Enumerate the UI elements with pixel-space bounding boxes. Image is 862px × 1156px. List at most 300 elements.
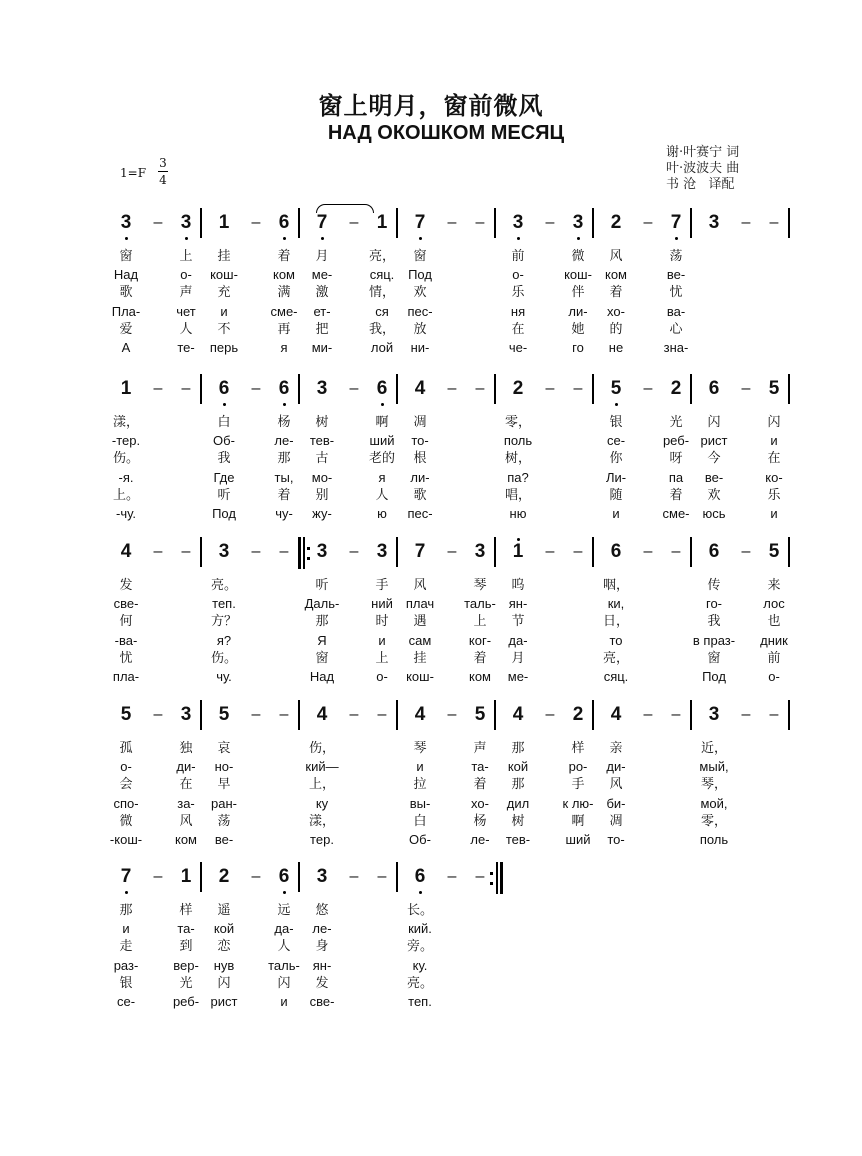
note: 1 [218, 212, 230, 233]
lyric-cn: 那 [511, 741, 525, 756]
note: 6 [610, 541, 622, 562]
lyric-cn: 乐 [511, 285, 525, 301]
lyric-cn: 忧 [119, 650, 133, 666]
lyric-cn: 那 [511, 777, 525, 793]
hold-dash: – [741, 706, 751, 723]
lyric-ru: теп. [212, 596, 236, 612]
lyric-cn: 着 [277, 487, 291, 503]
repeat-dot [307, 547, 310, 550]
lyric-cn: 走 [119, 939, 133, 955]
lyric-cn: 窗 [707, 650, 721, 666]
lyric-ru: кой [213, 921, 235, 937]
bar-line [788, 208, 790, 238]
lyric-cn: 在 [767, 451, 781, 467]
lyric-ru: та- [177, 921, 195, 937]
lyric-cn: 放 [413, 321, 427, 337]
lyric-cn: 亮， [368, 249, 395, 264]
lyric-ru: хо- [607, 303, 625, 319]
note: 1 [180, 866, 192, 887]
lyric-ru: Под [702, 669, 726, 684]
hold-dash: – [671, 706, 681, 723]
lyric-cn: 我 [217, 451, 231, 467]
hold-dash: – [741, 214, 751, 231]
hold-dash: – [251, 868, 261, 885]
lyric-cn: 不 [217, 321, 231, 337]
lyric-ru: -чу. [116, 506, 136, 521]
lyric-cn: 窗 [119, 249, 133, 264]
lyric-cn: 光 [669, 415, 683, 430]
lyric-ru: Над [309, 669, 335, 684]
hold-dash: – [153, 214, 163, 231]
lyric-ru: ди- [606, 759, 626, 775]
note: 3 [316, 378, 328, 399]
lyric-cn: 窗 [413, 249, 427, 264]
hold-dash: – [349, 380, 359, 397]
bar-line [592, 537, 594, 567]
bar-line [592, 700, 594, 730]
lyric-cn: 白 [217, 415, 231, 430]
lyric-cn: 在 [179, 777, 193, 793]
lyric-cn: 古 [315, 451, 329, 467]
lyric-cn: 我， [368, 321, 395, 337]
note: 3 [708, 212, 720, 233]
note: 4 [120, 541, 132, 562]
lyric-cn: 样 [571, 741, 585, 756]
lyric-cn: 着 [473, 777, 487, 793]
lyric-cn: 恋 [217, 939, 231, 955]
lyric-ru: но- [214, 759, 234, 775]
lower-octave-dot [283, 891, 286, 894]
lyric-cn: 凋 [609, 813, 623, 829]
repeat-start-thin-bar [303, 537, 305, 569]
lyric-ru: кош- [210, 267, 238, 283]
note: 7 [414, 541, 426, 562]
hold-dash: – [377, 868, 387, 885]
bar-line [396, 374, 398, 404]
lyric-cn: 树 [315, 415, 329, 430]
lyric-cn: 琴 [473, 578, 487, 593]
note: 5 [768, 541, 780, 562]
lyric-ru: дил [506, 795, 530, 811]
lyric-cn: 闪 [707, 415, 721, 430]
note: 7 [414, 212, 426, 233]
note: 4 [414, 704, 426, 725]
lyric-cn: 她 [571, 321, 585, 337]
lyric-cn: 来 [767, 578, 781, 593]
bar-line [298, 700, 300, 730]
lower-octave-dot [125, 891, 128, 894]
lyric-ru: па [668, 469, 684, 485]
lyric-cn: 上 [375, 650, 389, 666]
lyric-cn: 心 [669, 321, 683, 337]
lyric-cn: 时 [375, 614, 389, 630]
bar-line [200, 208, 202, 238]
lyric-ru: ком [468, 669, 491, 684]
lyric-cn: 身 [315, 939, 329, 955]
lyric-ru: о- [512, 267, 524, 283]
lyric-cn: 月 [315, 249, 329, 264]
lyric-ru: о- [768, 669, 780, 684]
lyric-ru: к лю- [562, 795, 594, 811]
lyric-cn: 手 [571, 777, 585, 793]
bar-line [396, 208, 398, 238]
upper-octave-dot [517, 538, 520, 541]
bar-line [200, 537, 202, 567]
lyric-ru: и [378, 632, 386, 648]
lyric-ru: ва- [666, 303, 686, 319]
repeat-dot [490, 872, 493, 875]
lyric-ru: Под [408, 267, 432, 283]
lyric-ru: тер. [310, 832, 334, 847]
lyric-ru: ли- [410, 469, 430, 485]
lyric-ru: све- [309, 994, 335, 1009]
bar-line [690, 537, 692, 567]
lyric-ru: рист [210, 994, 238, 1009]
bar-line [298, 208, 300, 238]
lyric-cn: 啊 [375, 415, 389, 430]
lyric-ru: кой [507, 759, 529, 775]
lyric-ru: ни- [410, 340, 430, 355]
note: 2 [218, 866, 230, 887]
lyric-cn: 发 [119, 578, 133, 593]
hold-dash: – [643, 706, 653, 723]
lyric-ru: чет [176, 303, 196, 319]
hold-dash: – [573, 380, 583, 397]
lyric-cn: 发 [315, 975, 329, 991]
lyric-cn: 光 [179, 975, 193, 991]
repeat-end-thin-bar [496, 862, 498, 894]
lyric-cn: 荡 [669, 249, 683, 264]
note: 6 [708, 541, 720, 562]
lower-octave-dot [675, 237, 678, 240]
lyric-ru: о- [180, 267, 192, 283]
lyric-ru: сам [408, 632, 432, 648]
time-sig-top: 3 [159, 156, 167, 170]
lyric-cn: 挂 [413, 650, 427, 666]
lyric-ru: поль [699, 832, 729, 847]
lyric-ru: ший [565, 832, 591, 847]
lyric-ru: поль [503, 433, 533, 449]
note: 5 [218, 704, 230, 725]
hold-dash: – [349, 214, 359, 231]
lyric-ru: кош- [564, 267, 592, 283]
lyric-ru: мо- [311, 469, 333, 485]
lyric-ru: в праз- [692, 632, 736, 648]
note: 6 [376, 378, 388, 399]
lyric-ru: вер- [173, 957, 199, 973]
lyric-ru: ки, [607, 596, 625, 612]
lyric-ru: ве- [666, 267, 686, 283]
lyric-cn: 今 [707, 451, 721, 467]
hold-dash: – [251, 543, 261, 560]
hold-dash: – [349, 543, 359, 560]
lyric-cn: 充 [217, 285, 231, 301]
note: 6 [414, 866, 426, 887]
note: 7 [670, 212, 682, 233]
lyric-cn: 近， [700, 741, 727, 756]
lyric-ru: ве- [704, 469, 724, 485]
lyric-ru: юсь [702, 506, 726, 521]
lyric-ru: го [572, 340, 584, 355]
lyric-cn: 歌 [413, 487, 427, 503]
lower-octave-dot [615, 403, 618, 406]
lyric-cn: 声 [179, 285, 193, 301]
lyric-cn: 咽， [602, 578, 629, 593]
lyric-cn: 孤 [119, 741, 133, 756]
credit-translator: 书 沧 译配 [666, 177, 735, 192]
repeat-end-thick-bar [500, 862, 503, 894]
lyric-ru: па? [507, 469, 529, 485]
repeat-dot [307, 557, 310, 560]
bar-line [200, 700, 202, 730]
lyric-cn: 呀 [669, 451, 683, 467]
lyric-cn: 我 [707, 614, 721, 630]
hold-dash: – [741, 543, 751, 560]
lyric-cn: 再 [277, 321, 291, 337]
lyric-ru: ле- [312, 921, 332, 937]
lyric-cn: 啊 [571, 813, 585, 829]
lower-octave-dot [517, 237, 520, 240]
lyric-ru: ког- [468, 632, 492, 648]
lyric-cn: 呜 [511, 578, 525, 593]
bar-line [592, 208, 594, 238]
lyric-ru: и [770, 433, 778, 449]
lyric-cn: 着 [609, 285, 623, 301]
lyric-ru: ми- [311, 340, 333, 355]
lyric-ru: -ва- [114, 632, 138, 648]
lyric-cn: 闪 [217, 975, 231, 991]
lyric-ru: ком [272, 267, 295, 283]
lower-octave-dot [381, 403, 384, 406]
note: 3 [316, 866, 328, 887]
lyric-ru: Об- [213, 433, 235, 449]
lyric-cn: 闪 [767, 415, 781, 430]
credits [666, 145, 739, 193]
lyric-ru: Над [113, 267, 139, 283]
bar-line [788, 537, 790, 567]
lyric-ru: -я. [118, 469, 134, 485]
note: 4 [512, 704, 524, 725]
note: 1 [512, 541, 524, 562]
lyric-ru: о- [120, 759, 132, 775]
lyric-ru: тев- [505, 832, 531, 847]
lyric-ru: Пла- [111, 303, 141, 319]
lyric-ru: ран- [211, 795, 237, 811]
bar-line [690, 208, 692, 238]
lyric-cn: 伴 [571, 285, 585, 301]
lyric-cn: 伤。 [210, 650, 237, 666]
lyric-cn: 欢 [707, 487, 721, 503]
note: 6 [278, 378, 290, 399]
lyric-cn: 在 [511, 321, 525, 337]
note: 6 [278, 212, 290, 233]
hold-dash: – [545, 706, 555, 723]
note: 2 [670, 378, 682, 399]
lyric-ru: реб- [662, 433, 690, 449]
lyric-cn: 人 [277, 939, 291, 955]
lower-octave-dot [321, 237, 324, 240]
lyric-cn: 月 [511, 650, 525, 666]
lyric-cn: 到 [179, 939, 193, 955]
lyric-cn: 风 [179, 813, 193, 829]
lyric-ru: вы- [409, 795, 431, 811]
note: 1 [120, 378, 132, 399]
hold-dash: – [643, 214, 653, 231]
note: 3 [376, 541, 388, 562]
lyric-cn: 别 [315, 487, 329, 503]
hold-dash: – [153, 706, 163, 723]
note: 7 [316, 212, 328, 233]
note: 4 [610, 704, 622, 725]
lyric-cn: 那 [119, 903, 133, 918]
lyric-ru: плач [405, 596, 435, 612]
lyric-ru: ле- [274, 433, 294, 449]
lyric-ru: и [122, 921, 130, 937]
lyric-ru: сяц. [369, 267, 395, 283]
lyric-cn: 那 [315, 614, 329, 630]
hold-dash: – [181, 543, 191, 560]
hold-dash: – [573, 543, 583, 560]
lyric-ru: и [770, 506, 778, 521]
note: 2 [610, 212, 622, 233]
lyric-cn: 手 [375, 578, 389, 593]
note: 5 [474, 704, 486, 725]
lyric-cn: 方？ [210, 614, 237, 630]
lyric-ru: таль- [464, 596, 496, 612]
bar-line [396, 700, 398, 730]
lyric-cn: 旁。 [406, 939, 433, 955]
lyric-ru: те- [177, 340, 195, 355]
lyric-cn: 样 [179, 903, 193, 918]
note: 3 [512, 212, 524, 233]
note: 3 [180, 704, 192, 725]
lyric-cn: 零， [504, 415, 531, 430]
bar-line [494, 700, 496, 730]
lyric-cn: 亲 [609, 741, 623, 756]
title-chinese: 窗上明月，窗前微风 [318, 91, 544, 120]
lyric-ru: то [609, 632, 623, 648]
lyric-cn: 伤。 [112, 451, 139, 467]
lyric-cn: 歌 [119, 285, 133, 301]
lyric-cn: 琴 [413, 741, 427, 756]
lyric-cn: 欢 [413, 285, 427, 301]
hold-dash: – [643, 380, 653, 397]
hold-dash: – [545, 543, 555, 560]
lyric-ru: ты, [274, 469, 294, 485]
lyric-ru: би- [606, 795, 626, 811]
lyric-cn: 上。 [112, 487, 139, 503]
lyric-ru: я? [216, 632, 232, 648]
lyric-ru: и [220, 303, 228, 319]
lyric-ru: се- [116, 994, 136, 1009]
hold-dash: – [181, 380, 191, 397]
note: 3 [218, 541, 230, 562]
lyric-ru: кош- [406, 669, 434, 684]
lyric-cn: 何 [119, 614, 133, 630]
hold-dash: – [153, 543, 163, 560]
bar-line [788, 700, 790, 730]
lyric-cn: 银 [119, 975, 133, 991]
hold-dash: – [279, 543, 289, 560]
note: 4 [316, 704, 328, 725]
lyric-ru: Об- [409, 832, 431, 847]
lyric-ru: не [608, 340, 624, 355]
lyric-cn: 独 [179, 741, 193, 756]
lyric-cn: 你 [609, 451, 623, 467]
lyric-cn: 窗 [315, 650, 329, 666]
bar-line [690, 700, 692, 730]
key-signature: 1=F [120, 166, 147, 180]
lyric-ru: кий— [305, 759, 339, 775]
lyric-cn: 风 [413, 578, 427, 593]
lyric-ru: жу- [312, 506, 332, 521]
note: 5 [120, 704, 132, 725]
hold-dash: – [279, 706, 289, 723]
hold-dash: – [251, 706, 261, 723]
lyric-cn: 听 [315, 578, 329, 593]
bar-line [494, 208, 496, 238]
lyric-cn: 遇 [413, 614, 427, 630]
lyric-ru: кий. [408, 921, 432, 937]
lyric-ru: ком [174, 832, 197, 847]
lyric-ru: ме- [311, 267, 333, 283]
hold-dash: – [741, 380, 751, 397]
lyric-cn: 上 [473, 614, 487, 630]
lyric-ru: теп. [408, 994, 432, 1009]
repeat-start-thick-bar [298, 537, 301, 569]
note: 7 [120, 866, 132, 887]
lyric-cn: 亮， [602, 650, 629, 666]
lyric-ru: ме- [507, 669, 529, 684]
lower-octave-dot [283, 237, 286, 240]
note: 5 [768, 378, 780, 399]
lyric-ru: ве- [214, 832, 234, 847]
lyric-cn: 老的 [368, 451, 395, 467]
lyric-ru: сме- [270, 303, 298, 319]
note: 2 [512, 378, 524, 399]
note: 3 [180, 212, 192, 233]
hold-dash: – [475, 868, 485, 885]
lyric-ru: таль- [268, 957, 300, 973]
lyric-cn: 银 [609, 415, 623, 430]
lyric-cn: 荡 [217, 813, 231, 829]
lyric-ru: и [416, 759, 424, 775]
lyric-ru: сме- [662, 506, 690, 521]
lyric-ru: го- [705, 596, 722, 612]
hold-dash: – [475, 214, 485, 231]
lyric-ru: -тер. [111, 433, 141, 449]
lyric-ru: тев- [309, 433, 335, 449]
lyric-cn: 上 [179, 249, 193, 264]
lyric-ru: о- [376, 669, 388, 684]
lower-octave-dot [283, 403, 286, 406]
hold-dash: – [349, 706, 359, 723]
bar-line [592, 374, 594, 404]
note: 3 [572, 212, 584, 233]
lyric-cn: 微 [119, 813, 133, 829]
lyric-ru: мой, [700, 795, 728, 811]
lyric-cn: 亮。 [406, 975, 433, 991]
lyric-cn: 会 [119, 777, 133, 793]
credit-composer: 叶·波波夫 曲 [666, 161, 740, 176]
lyric-ru: та- [471, 759, 489, 775]
hold-dash: – [251, 214, 261, 231]
lyric-ru: А [121, 340, 131, 355]
lyric-cn: 树 [511, 813, 525, 829]
hold-dash: – [153, 380, 163, 397]
lyric-ru: ян- [508, 596, 528, 612]
lyric-ru: ле- [470, 832, 490, 847]
